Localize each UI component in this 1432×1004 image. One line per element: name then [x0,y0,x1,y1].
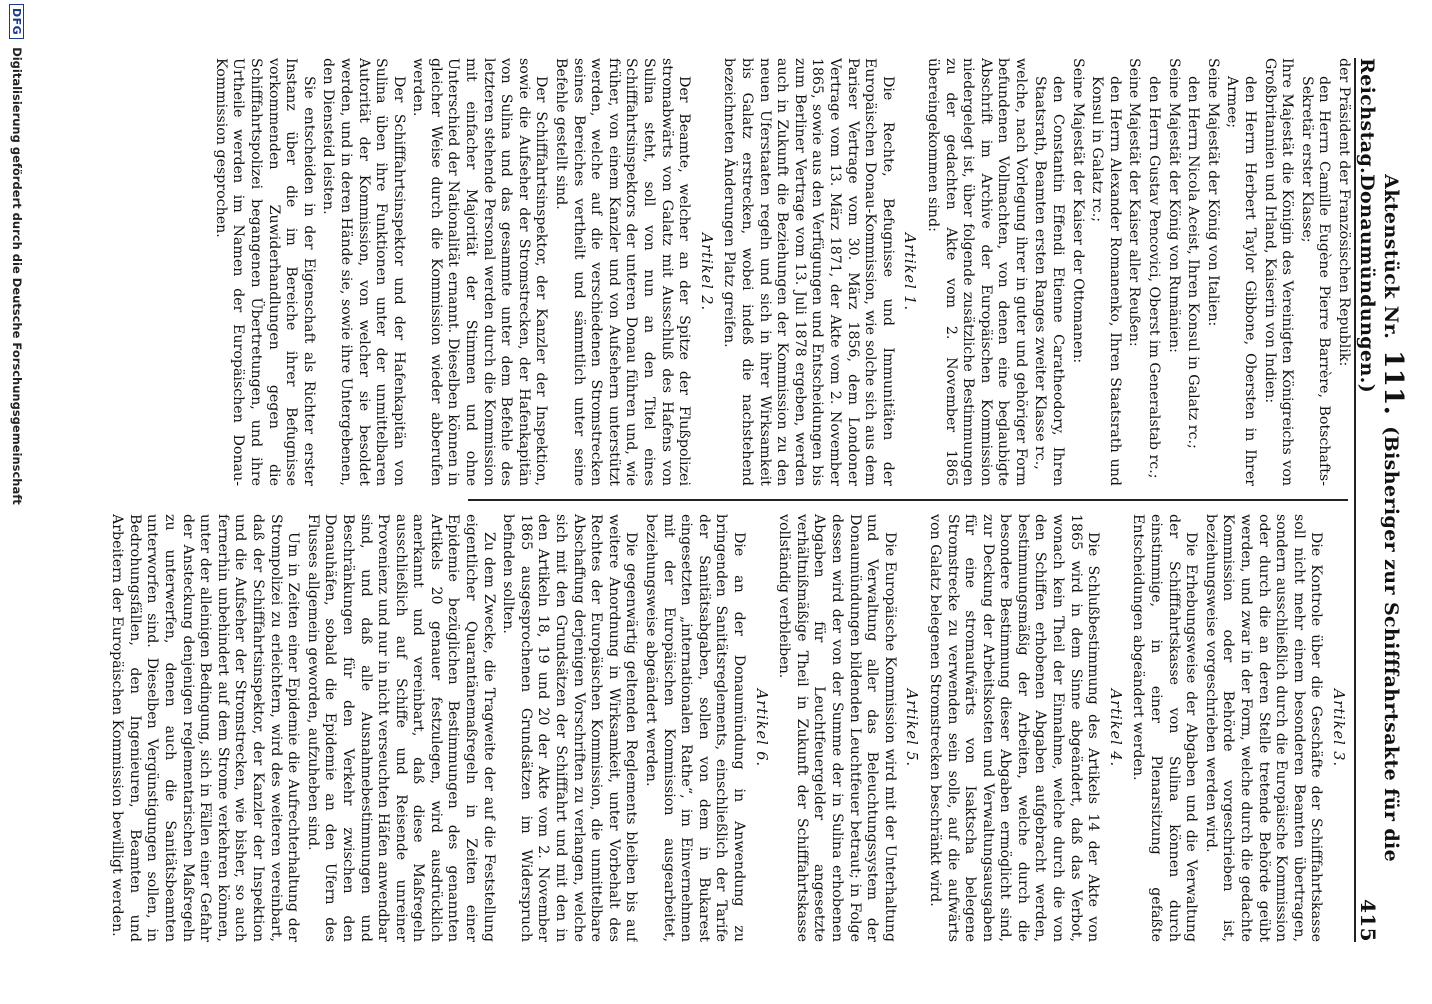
digitization-footer [6,0,28,1004]
right-column [92,514,1352,942]
column-divider [468,499,1348,501]
paragraph: Ihre Majestät die Königin des Vereinigten Königreichs von Großbritannien und Irland, Kaiserin von Indien: [1261,58,1296,486]
paragraph: Die Schlußbestimmung des Artikels 14 der Akte von 1865 wird in dem Sinne abgeändert, daß das Verbot, wonach kein Theil der Einnahme, welche durch die von den Schiffen erhobenen Abgaben aufgebracht werden, bestimmungsmäßig der Arbeiten, welche durch die besondere Bestimmung dieser Abgaben ermöglicht sind, zur Deckung der Arbeitskosten und Verwaltungsausgaben für eine stromaufwärts von Isaktscha belegene Stromstrecke zu verwenden sein solle, auf die aufwärts von Galatz belegenen Stromstrecken beschränkt wird. [926,514,1102,942]
paragraph: Die an der Donaumündung in Anwendung zu bringenden Sanitätsreglements, einschließlich der Tarife der Sanitätsabgaben, sollen von dem in Bukarest eingesetzten „internationalen Rathe“, im Einvernehmen mit der Europäischen Kommission ausgearbeitet, beziehungsweise abgeändert werden. [643,514,747,942]
article-heading: Artikel 2. [697,232,714,312]
article-heading: Artikel 6. [752,688,769,768]
header-aktenstueck: Aktenstück Nr. [1380,174,1402,340]
paragraph: den Constantin Effendi Etienne Caratheodory, Ihren Staatsrath, Beamten ersten Ranges zweiter Klasse rc., [1032,76,1067,486]
paragraph: Die Erhebungsweise der Abgaben und die Verwaltung der Schifffahrtskasse von Sulina können durch einstimmige, in einer Plenarsitzung gefaßte Entscheidungen abgeändert werden. [1130,514,1200,942]
text-columns [92,58,1352,942]
header-title: (Bisheriger zur Schifffahrtsakte für die Donaumündungen.) [1356,174,1402,863]
article-heading: Artikel 3. [1330,688,1346,768]
header-left: Reichstag. [1356,58,1378,175]
dfg-logo: DFG [10,4,25,39]
paragraph: Die Kontrole über die Geschäfte der Schifffahrtskasse soll nicht mehr einem besonderen Beamten übertragen, sondern ausschließlich durch die Europäische Kommission oder durch die an deren Stelle tretende Behörde geübt werden, und zwar in der Form, welche durch die gedachte Kommission oder Behörde vorgeschrieben ist, beziehungsweise vorgeschrieben werden wird. [1202,514,1325,942]
paragraph: Die Rechte, Befugnisse und Immunitäten der Europäischen Donau-Kommission, wie solche sich aus dem Pariser Vertrage vom 30. März 1856, dem Londoner Vertrage vom 13. März 1871, der Akte vom 2. November 1865, sowie aus den Verfügungen und Entscheidungen bis zum Berliner Vertrage vom 13. Juli 1878 ergeben, werden auch in Zukunft die Beziehungen der Kommission zu den neuen Uferstaaten regeln und sich in ihrer Wirksamkeit bis Galatz erstrecken, wobei indeß die nachstehend bezeichneten Änderungen Platz greifen. [721,58,896,486]
paragraph: welche, nach Vorlegung ihrer in guter und gehöriger Form befundenen Vollmachten, von denen eine beglaubigte Abschrift im Archive der Europäischen Kommission niedergelegt ist, über folgende zusätzliche Bestimmungen zu der gedachten Akte vom 2. November 1865 übereingekommen sind: [924,58,1029,486]
header-number: 111. [1378,350,1408,416]
article-heading: Artikel 4. [1106,688,1123,768]
paragraph: den Herrn Gustav Pencovici, Oberst im Generalstab rc.; [1146,76,1163,479]
paragraph: Die gegenwärtig geltenden Reglements bleiben bis auf weitere Anordnung in Wirksamkeit, unter Vorbehalt des Rechtes der Europäischen Kommission, die unmittelbare Abschaffung derjenigen Vorschriften zu verlangen, welche sich mit den Grundsätzen der Schifffahrt und mit den in den Artikeln 18, 19 und 20 der Akte vom 2. November 1865 ausgesprochenen Grundsätzen im Widerspruch befinden sollten. [500,514,640,942]
paragraph: den Herrn Nicola Aceist, Ihren Konsul in Galatz rc.; [1185,76,1202,449]
article-heading: Artikel 1. [901,232,918,312]
paragraph: der Präsident der Französischen Republik: [1336,58,1352,367]
paragraph: Um in Zeiten einer Epidemie die Aufrechterhaltung der Strompolizei zu erleichtern, wird des weiteren vereinbart, daß der Schifffahrtsinspektor, der Kanzler der Inspektion und die Aufseher der Stromstrecken, wie bisher, so auch fernerhin unbehindert auf dem Strome verkehren können, unter der alleinigen Bedingung, sich in Fällen einer Gefahr der Ansteckung denjenigen reglementarischen Maßregeln zu unterwerfen, denen auch die Sanitätsbeamten unterworfen sind. Dieselben Vergünstigungen sollen, in Bedrohungsfällen, den Ingenieuren, Beamten und Arbeitern der Europäischen Kommission bewilligt werden. [109,514,302,942]
page-header [1354,58,1408,942]
paragraph: Zu dem Zwecke, die Tragweite der auf die Feststellung eigentlicher Quarantänemaßregeln in Zeiten einer Epidemie bezüglichen Bestimmungen des genannten Artikels 20 genauer festzulegen, wird ausdrücklich anerkannt und vereinbart, daß diese Maßregeln ausschließlich auf Schiffe und Reisende unreiner Provenienz und nur in nicht verseuchten Häfen anwendbar sind, und daß alle Ausnahmebestimmungen und Beschränkungen für den Verkehr zwischen den Donauhäfen, sobald die Epidemie an den Ufern des Flusses allgemein geworden, aufzuheben sind. [304,514,497,942]
article-heading: Artikel 5. [903,688,920,768]
header-center [1356,174,1408,899]
paragraph: Seine Majestät der König von Rumänien: [1165,58,1182,353]
paragraph: Seine Majestät der König von Italien: [1204,58,1221,327]
paragraph: Der Beamte, welcher an der Spitze der Flußpolizei stromabwärts von Galatz mit Ausschluß des Hafens von Sulina steht, soll von nun an den Titel eines Schifffahrtsinspektors der unteren Donau führen und, wie früher, von einem Kanzler und von Aufsehern unterstützt werden, welche auf die verschiedenen Stromstrecken seines Bereiches vertheilt und sämmtlich unter seine Befehle gestellt sind. [553,58,693,486]
paragraph: Seine Majestät der Kaiser der Ottomanen: [1069,58,1086,364]
paragraph: den Herrn Camille Eugène Pierre Barrère, Botschafts-Sekretär erster Klasse; [1298,76,1333,486]
paragraph: Die Europäische Kommission wird mit der Unterhaltung und Verwaltung aller das Beleuchtungssystem der Donaumündungen bildenden Leuchtfeuer betraut; in Folge dessen wird der von der Summe der in Sulina erhobenen Abgaben für Leuchtfeuergelder angesetzte verhältnißmäßige Theil in Zukunft der Schifffahrtskasse vollständig verbleiben. [776,514,898,942]
page-number: 415 [1356,899,1380,942]
paragraph: Seine Majestät der Kaiser aller Reußen: [1126,58,1143,347]
paragraph: Der Schifffahrtsinspektor, der Kanzler der Inspektion, sowie die Aufseher der Stromstrecken, der Hafenkapitän von Sulina und das gesammte unter dem Befehle des letzteren stehende Personal werden durch die Kommission mit einfacher Majorität der Stimmen und ohne Unterschied der Nationalität ernannt. Dieselben können in gleicher Weise durch die Kommission wieder abberufen werden. [410,58,550,486]
footer-text: Digitalisierung gefördert durch die Deutsche Forschungsgemeinschaft [10,47,24,505]
left-column [92,58,1352,486]
paragraph: den Herrn Alexander Romanenko, Ihren Staatsrath und Konsul in Galatz rc.; [1089,76,1123,486]
paragraph: Der Schifffahrtsinspektor und der Hafenkapitän von Sulina üben ihre Funktionen unter der unmittelbaren Autorität der Kommission, von welcher sie besoldet werden, und in deren Hände sie, sowie ihre Untergebenen, den Diensteid leisten. [320,58,407,486]
paragraph: Sie entscheiden in der Eigenschaft als Richter erster Instanz über die im Bereiche ihrer Befugnisse vorkommenden Zuwiderhandlungen gegen die Schifffahrtspolizei begangenen Übertretungen, und ihre Urtheile werden im Namen der Europäischen Donau-Kommission gesprochen. [212,58,317,486]
paragraph: den Herrn Herbert Taylor Gibbone, Obersten in Ihrer Armee; [1224,76,1259,486]
